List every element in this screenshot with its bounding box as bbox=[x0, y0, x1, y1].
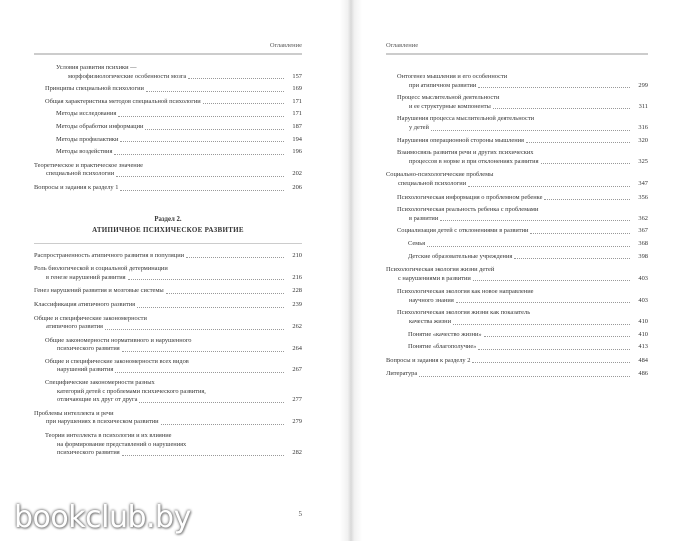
toc-entry-title-line: научного знания bbox=[409, 296, 454, 304]
toc-entry-title-line: Принципы специальной психологии bbox=[45, 85, 144, 93]
toc-entry[interactable] bbox=[34, 337, 302, 354]
dot-leader bbox=[146, 91, 284, 92]
toc-entry-title-line: с нарушениями в развитии bbox=[398, 274, 471, 282]
toc-entry-title-line: Процесс мыслительной деятельности bbox=[397, 94, 500, 102]
toc-page-number: 169 bbox=[292, 85, 302, 93]
toc-entry-title-line: процессов в норме и при отклонениях развития bbox=[409, 157, 539, 165]
toc-entry-title-line: Распространенность атипичного развития в популяции bbox=[34, 251, 185, 259]
toc-entry[interactable] bbox=[34, 301, 302, 310]
toc-entry-title-line: Методы обработки информации bbox=[56, 122, 144, 130]
toc-entry[interactable] bbox=[34, 265, 302, 282]
dot-leader bbox=[478, 87, 630, 88]
toc-entry[interactable] bbox=[386, 227, 648, 236]
dot-leader bbox=[427, 246, 630, 247]
toc-entry[interactable] bbox=[386, 357, 648, 366]
toc-page-number: 277 bbox=[292, 396, 302, 404]
toc-page-number: 403 bbox=[638, 274, 648, 282]
toc-page-number: 320 bbox=[638, 136, 648, 144]
page-number: 5 bbox=[298, 510, 302, 518]
dot-leader bbox=[120, 190, 284, 191]
dot-leader bbox=[128, 279, 284, 280]
toc-page-number: 356 bbox=[638, 193, 648, 201]
toc-entry-title-line: специальной психологии bbox=[46, 170, 115, 178]
toc-entry-title-line: Психологическая реальность ребенка с проблемами bbox=[397, 206, 539, 214]
header-rule bbox=[34, 53, 302, 55]
left-page bbox=[34, 0, 302, 541]
toc-page-number: 347 bbox=[638, 179, 648, 187]
running-head: Оглавление bbox=[269, 42, 302, 49]
toc-entry[interactable] bbox=[34, 379, 302, 405]
dot-leader bbox=[478, 349, 630, 350]
toc-entry-title-line: Проблемы интеллекта и речи bbox=[34, 409, 114, 417]
toc-page-number: 413 bbox=[638, 343, 648, 351]
toc-entry-title-line: Общие и специфические закономерности bbox=[34, 314, 147, 322]
toc-entry-title-line: Общие и специфические закономерности всех видов bbox=[45, 357, 189, 365]
toc-group bbox=[386, 73, 648, 379]
toc-entry[interactable] bbox=[386, 73, 648, 90]
toc-page-number: 239 bbox=[292, 300, 302, 308]
dot-leader bbox=[541, 163, 630, 164]
toc-entry-title-line: нарушений развития bbox=[57, 366, 114, 374]
toc-entry-title-line: Методы воздействия bbox=[56, 148, 113, 156]
toc-entry-title-line: категорий детей с проблемами психического развития, bbox=[57, 387, 206, 395]
dot-leader bbox=[186, 257, 284, 258]
dot-leader bbox=[139, 402, 284, 403]
toc-entry-title-line: Семья bbox=[408, 239, 426, 247]
toc-entry-title-line: Условия развития психики — bbox=[56, 64, 137, 71]
toc-page-number: 194 bbox=[292, 135, 302, 143]
dot-leader bbox=[514, 258, 630, 259]
section-title: АТИПИЧНОЕ ПСИХИЧЕСКОЕ РАЗВИТИЕ bbox=[92, 225, 244, 234]
toc-page-number: 171 bbox=[292, 110, 302, 118]
toc-entry[interactable] bbox=[386, 206, 648, 223]
toc-entry-title-line: Социализация детей с отклонениями в развитии bbox=[397, 227, 529, 235]
toc-page-number: 210 bbox=[292, 251, 302, 259]
toc-entry[interactable] bbox=[386, 137, 648, 146]
dot-leader bbox=[116, 176, 284, 177]
dot-leader bbox=[473, 280, 630, 281]
section-heading bbox=[34, 215, 302, 235]
dot-leader bbox=[114, 154, 284, 155]
dot-leader bbox=[431, 130, 630, 131]
toc-entry[interactable] bbox=[34, 64, 302, 81]
toc-entry-title-line: Специфические закономерности разных bbox=[45, 379, 155, 387]
toc-page-number: 311 bbox=[638, 102, 648, 110]
toc-list bbox=[386, 73, 648, 384]
toc-entry[interactable] bbox=[34, 136, 302, 145]
dot-leader bbox=[120, 141, 284, 142]
toc-entry-title-line: отличающие их друг от друга bbox=[57, 396, 138, 404]
toc-entry[interactable] bbox=[386, 288, 648, 305]
toc-entry-title-line: Понятие «благополучие» bbox=[408, 343, 477, 351]
dot-leader bbox=[105, 329, 284, 330]
dot-leader bbox=[419, 376, 630, 377]
toc-entry-title-line: Нарушения процесса мыслительной деятельности bbox=[397, 115, 535, 123]
toc-page-number: 187 bbox=[292, 122, 302, 130]
toc-entry[interactable] bbox=[34, 162, 302, 179]
dot-leader bbox=[188, 78, 284, 79]
toc-entry[interactable] bbox=[34, 148, 302, 157]
dot-leader bbox=[203, 103, 284, 104]
toc-entry-title-line: Социально-психологические проблемы bbox=[386, 171, 494, 179]
section-number: Раздел 2. bbox=[154, 215, 182, 223]
toc-entry[interactable] bbox=[386, 370, 648, 379]
toc-page-number: 316 bbox=[638, 123, 648, 131]
toc-page-number: 262 bbox=[292, 323, 302, 331]
toc-entry-title-line: у детей bbox=[409, 123, 429, 131]
toc-entry[interactable] bbox=[34, 410, 302, 427]
toc-entry-title-line: на формирование представлений о нарушениях bbox=[57, 440, 187, 448]
dot-leader bbox=[484, 336, 630, 337]
toc-entry-title-line: Понятие «качество жизни» bbox=[408, 330, 482, 338]
toc-page-number: 279 bbox=[292, 418, 302, 426]
toc-page-number: 216 bbox=[292, 273, 302, 281]
toc-page-number: 267 bbox=[292, 366, 302, 374]
toc-page-number: 171 bbox=[292, 97, 302, 105]
toc-entry-title-line: при атипичном развитии bbox=[409, 81, 477, 89]
dot-leader bbox=[440, 220, 630, 221]
dot-leader bbox=[166, 293, 284, 294]
toc-entry-title-line: Нарушения операционной стороны мышления bbox=[397, 136, 524, 144]
dot-leader bbox=[493, 108, 630, 109]
toc-entry-title-line: Классификация атипичного развития bbox=[34, 300, 136, 308]
toc-entry-title-line: Генез нарушений развития и мозговые системы bbox=[34, 287, 164, 295]
toc-group-top bbox=[34, 64, 302, 193]
toc-entry-title-line: Литература bbox=[386, 370, 418, 378]
toc-entry-title-line: морфофизиологические особенности мозга bbox=[68, 72, 187, 80]
dot-leader bbox=[544, 199, 630, 200]
toc-entry-title-line: Вопросы и задания к разделу 1 bbox=[34, 183, 119, 191]
toc-entry-title-line: Общие закономерности нормативного и нарушенного bbox=[45, 336, 192, 344]
toc-entry[interactable] bbox=[34, 252, 302, 261]
watermark-logo: bookclub.by bbox=[14, 500, 191, 535]
section-rule bbox=[34, 243, 302, 244]
toc-entry-title-line: атипичного развития bbox=[46, 323, 103, 331]
running-head: Оглавление bbox=[386, 42, 419, 49]
toc-page-number: 202 bbox=[292, 170, 302, 178]
toc-entry[interactable] bbox=[34, 85, 302, 94]
toc-entry-title-line: Психологическая экология жизни детей bbox=[386, 266, 495, 274]
toc-entry-title-line: Психологическая экология жизни как показатель bbox=[397, 309, 531, 317]
toc-page-number: 398 bbox=[638, 252, 648, 260]
toc-entry-title-line: Роль биологической и социальной детерминации bbox=[34, 265, 168, 273]
toc-page-number: 157 bbox=[292, 72, 302, 80]
toc-entry-title-line: Психологическая экология как новое направление bbox=[397, 288, 534, 296]
toc-entry[interactable] bbox=[34, 287, 302, 296]
toc-page-number: 362 bbox=[638, 214, 648, 222]
toc-entry-title-line: в развитии bbox=[409, 214, 439, 222]
toc-entry-title-line: Взаимосвязь развития речи и других психических bbox=[397, 149, 534, 157]
toc-entry[interactable] bbox=[386, 94, 648, 111]
dot-leader bbox=[472, 362, 630, 363]
toc-page-number: 367 bbox=[638, 227, 648, 235]
toc-entry-title-line: и ее структурные компоненты bbox=[409, 102, 491, 110]
dot-leader bbox=[145, 129, 284, 130]
toc-entry-title-line: Общая характеристика методов специальной психологии bbox=[45, 97, 201, 105]
toc-entry[interactable] bbox=[34, 98, 302, 107]
dot-leader bbox=[530, 233, 630, 234]
toc-page-number: 484 bbox=[638, 356, 648, 364]
toc-entry-title-line: Вопросы и задания к разделу 2 bbox=[386, 356, 471, 364]
toc-entry-title-line: при нарушениях в психическом развитии bbox=[46, 418, 159, 426]
right-page bbox=[386, 0, 648, 541]
dot-leader bbox=[456, 302, 630, 303]
toc-entry-title-line: Теории интеллекта в психологии и их влияние bbox=[45, 432, 172, 440]
toc-entry[interactable] bbox=[386, 343, 648, 352]
toc-entry[interactable] bbox=[386, 266, 648, 283]
toc-entry-title-line: Теоретическое и практическое значение bbox=[34, 161, 143, 169]
dot-leader bbox=[468, 186, 630, 187]
dot-leader bbox=[137, 307, 284, 308]
toc-page-number: 228 bbox=[292, 287, 302, 295]
toc-entry-title-line: Онтогенез мышления и его особенности bbox=[397, 73, 508, 80]
toc-entry-title-line: психического развития bbox=[57, 345, 120, 353]
toc-entry[interactable] bbox=[386, 331, 648, 340]
toc-entry[interactable] bbox=[34, 315, 302, 332]
toc-page-number: 206 bbox=[292, 183, 302, 191]
toc-entry[interactable] bbox=[34, 123, 302, 132]
dot-leader bbox=[122, 455, 284, 456]
dot-leader bbox=[526, 142, 630, 143]
toc-entry-title-line: Методы исследования bbox=[56, 110, 117, 118]
dot-leader bbox=[453, 324, 630, 325]
dot-leader bbox=[115, 372, 284, 373]
toc-entry-title-line: Методы профилактики bbox=[56, 135, 119, 143]
toc-page-number: 410 bbox=[638, 318, 648, 326]
toc-entry[interactable] bbox=[386, 171, 648, 188]
header-rule bbox=[386, 53, 648, 55]
toc-entry-title-line: Психологическая информация о проблемном ребенке bbox=[397, 193, 543, 201]
toc-entry[interactable] bbox=[34, 184, 302, 193]
toc-entry[interactable] bbox=[34, 432, 302, 458]
toc-group-bottom bbox=[34, 252, 302, 458]
toc-entry[interactable] bbox=[386, 309, 648, 326]
toc-page-number: 282 bbox=[292, 449, 302, 457]
dot-leader bbox=[118, 116, 284, 117]
dot-leader bbox=[122, 351, 284, 352]
dot-leader bbox=[161, 424, 284, 425]
toc-entry-title-line: в генезе нарушений развития bbox=[46, 273, 126, 281]
toc-page-number: 403 bbox=[638, 296, 648, 304]
toc-entry-title-line: качества жизни bbox=[409, 318, 451, 326]
toc-list bbox=[34, 64, 302, 462]
toc-entry[interactable] bbox=[386, 149, 648, 166]
toc-page-number: 486 bbox=[638, 370, 648, 378]
toc-entry[interactable] bbox=[34, 110, 302, 119]
toc-page-number: 325 bbox=[638, 157, 648, 165]
toc-entry[interactable] bbox=[34, 358, 302, 375]
toc-page-number: 410 bbox=[638, 330, 648, 338]
toc-entry[interactable] bbox=[386, 115, 648, 132]
toc-entry-title-line: психического развития bbox=[57, 449, 120, 457]
toc-entry[interactable] bbox=[386, 253, 648, 262]
toc-entry[interactable] bbox=[386, 240, 648, 249]
toc-entry[interactable] bbox=[386, 194, 648, 203]
toc-page-number: 196 bbox=[292, 148, 302, 156]
book-gutter bbox=[340, 0, 362, 541]
toc-entry-title-line: специальной психологии bbox=[398, 179, 467, 187]
toc-page-number: 264 bbox=[292, 345, 302, 353]
toc-entry-title-line: Детские образовательные учреждения bbox=[408, 252, 513, 260]
toc-page-number: 299 bbox=[638, 81, 648, 89]
toc-page-number: 368 bbox=[638, 239, 648, 247]
